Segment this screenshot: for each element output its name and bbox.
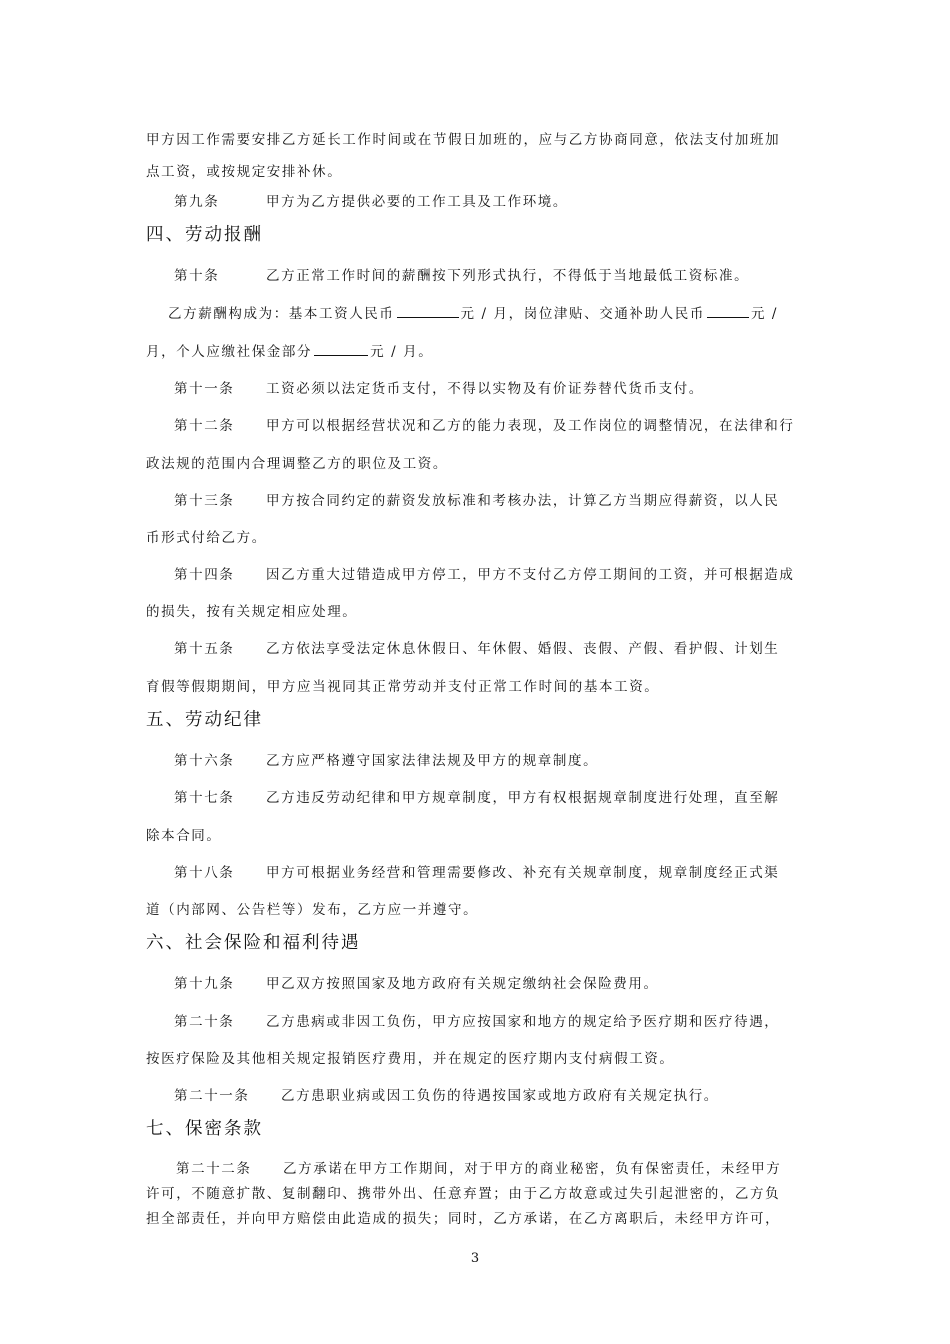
article-text: 乙方正常工作时间的薪酬按下列形式执行，不得低于当地最低工资标准。 bbox=[266, 268, 750, 284]
article-label: 第二十条 bbox=[174, 1014, 235, 1030]
article-16 bbox=[174, 752, 598, 770]
article-label: 第二十二条 bbox=[176, 1161, 252, 1177]
article-text: 甲乙双方按照国家及地方政府有关规定缴纳社会保险费用。 bbox=[266, 976, 659, 992]
article-label: 第十六条 bbox=[174, 753, 235, 769]
salary-text: 元 / 月。 bbox=[370, 344, 434, 360]
article-text: 甲方按合同约定的薪资发放标准和考核办法，计算乙方当期应得薪资，以人民 bbox=[266, 493, 780, 509]
article-label: 第十四条 bbox=[174, 567, 235, 583]
article-13 bbox=[174, 492, 779, 510]
paragraph-line: 许可，不随意扩散、复制翻印、携带外出、任意弃置；由于乙方故意或过失引起泄密的，乙方负 bbox=[146, 1186, 781, 1202]
article-label: 第十五条 bbox=[174, 641, 235, 657]
blank-line[interactable] bbox=[314, 343, 368, 356]
article-label: 第二十一条 bbox=[174, 1088, 250, 1104]
section-heading-6: 六、社会保险和福利待遇 bbox=[146, 933, 361, 953]
article-21 bbox=[174, 1087, 719, 1105]
section-heading-4: 四、劳动报酬 bbox=[146, 225, 263, 245]
article-14 bbox=[174, 566, 795, 584]
salary-text: 元 / bbox=[750, 306, 779, 322]
paragraph-line: 道（内部网、公告栏等）发布，乙方应一并遵守。 bbox=[146, 902, 479, 918]
paragraph-line: 点工资，或按规定安排补休。 bbox=[146, 164, 343, 180]
article-text: 乙方患职业病或因工负伤的待遇按国家或地方政府有关规定执行。 bbox=[281, 1088, 719, 1104]
paragraph-line: 的损失，按有关规定相应处理。 bbox=[146, 604, 358, 620]
article-15 bbox=[174, 640, 779, 658]
article-17 bbox=[174, 789, 779, 807]
article-text: 乙方应严格遵守国家法律法规及甲方的规章制度。 bbox=[266, 753, 599, 769]
article-12 bbox=[174, 417, 795, 435]
paragraph-line: 币形式付给乙方。 bbox=[146, 530, 267, 546]
article-text: 乙方依法享受法定休息休假日、年休假、婚假、丧假、产假、看护假、计划生 bbox=[266, 641, 780, 657]
article-label: 第九条 bbox=[174, 194, 220, 210]
article-text: 甲方可根据业务经营和管理需要修改、补充有关规章制度，规章制度经正式渠 bbox=[266, 865, 780, 881]
section-heading-5: 五、劳动纪律 bbox=[146, 710, 263, 730]
salary-text: 乙方薪酬构成为：基本工资人民币 bbox=[168, 306, 395, 322]
article-label: 第十八条 bbox=[174, 865, 235, 881]
salary-line-1 bbox=[168, 305, 778, 323]
article-18 bbox=[174, 864, 779, 882]
article-label: 第十一条 bbox=[174, 381, 235, 397]
paragraph-line: 育假等假期期间，甲方应当视同其正常劳动并支付正常工作时间的基本工资。 bbox=[146, 679, 660, 695]
article-text: 工资必须以法定货币支付，不得以实物及有价证券替代货币支付。 bbox=[266, 381, 704, 397]
page-number: 3 bbox=[470, 1251, 480, 1266]
article-label: 第十七条 bbox=[174, 790, 235, 806]
salary-text: 月，个人应缴社保金部分 bbox=[146, 344, 313, 360]
section-heading-7: 七、保密条款 bbox=[146, 1119, 263, 1139]
article-text: 乙方违反劳动纪律和甲方规章制度，甲方有权根据规章制度进行处理，直至解 bbox=[266, 790, 780, 806]
salary-text: 元 / 月，岗位津贴、交通补助人民币 bbox=[460, 306, 705, 322]
article-20 bbox=[174, 1013, 779, 1031]
article-22 bbox=[176, 1160, 781, 1178]
blank-line[interactable] bbox=[707, 305, 749, 318]
paragraph-line: 担全部责任，并向甲方赔偿由此造成的损失；同时，乙方承诺，在乙方离职后，未经甲方许可， bbox=[146, 1211, 781, 1227]
paragraph-line: 甲方因工作需要安排乙方延长工作时间或在节假日加班的，应与乙方协商同意，依法支付加班加 bbox=[146, 132, 781, 148]
article-text: 因乙方重大过错造成甲方停工，甲方不支付乙方停工期间的工资，并可根据造成 bbox=[266, 567, 795, 583]
article-11 bbox=[174, 380, 704, 398]
paragraph-line: 政法规的范围内合理调整乙方的职位及工资。 bbox=[146, 456, 448, 472]
article-label: 第十二条 bbox=[174, 418, 235, 434]
article-text: 甲方为乙方提供必要的工作工具及工作环境。 bbox=[266, 194, 568, 210]
article-text: 乙方承诺在甲方工作期间，对于甲方的商业秘密，负有保密责任，未经甲方 bbox=[283, 1161, 782, 1177]
article-10 bbox=[174, 267, 749, 285]
blank-line[interactable] bbox=[397, 305, 459, 318]
article-text: 甲方可以根据经营状况和乙方的能力表现，及工作岗位的调整情况，在法律和行 bbox=[266, 418, 795, 434]
article-text: 乙方患病或非因工负伤，甲方应按国家和地方的规定给予医疗期和医疗待遇， bbox=[266, 1014, 780, 1030]
article-label: 第十条 bbox=[174, 268, 220, 284]
article-label: 第十三条 bbox=[174, 493, 235, 509]
salary-line-2 bbox=[146, 343, 433, 361]
article-9 bbox=[174, 193, 568, 211]
article-label: 第十九条 bbox=[174, 976, 235, 992]
paragraph-line: 除本合同。 bbox=[146, 828, 222, 844]
paragraph-line: 按医疗保险及其他相关规定报销医疗费用，并在规定的医疗期内支付病假工资。 bbox=[146, 1051, 675, 1067]
article-19 bbox=[174, 975, 659, 993]
